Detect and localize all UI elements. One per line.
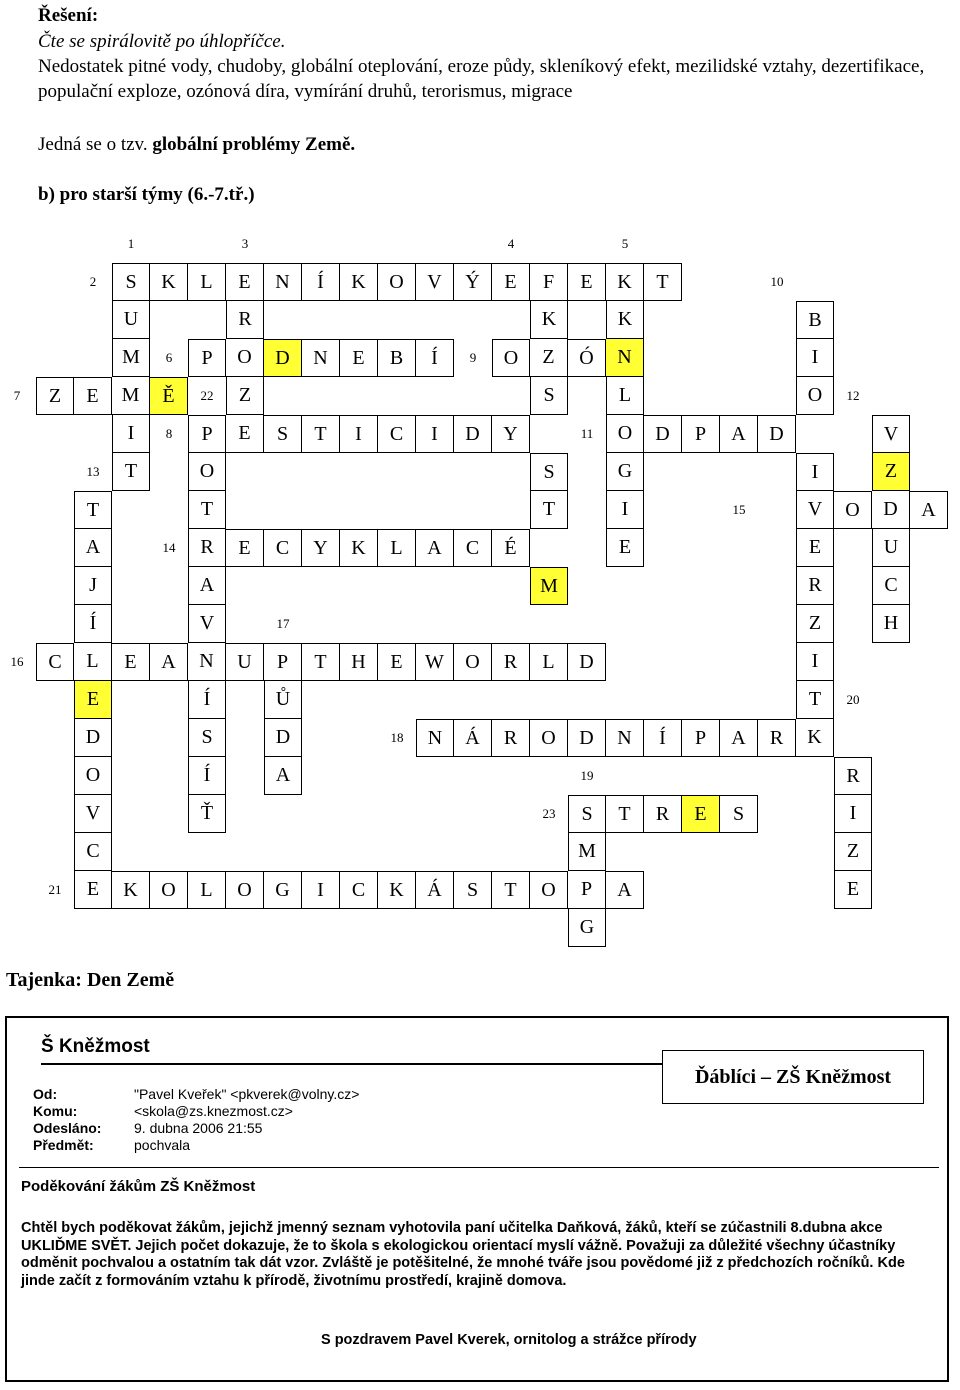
crossword-cell: S [112, 263, 150, 301]
crossword-cell: L [188, 263, 226, 301]
clue-number: 1 [127, 236, 135, 251]
crossword-cell: J [74, 567, 112, 605]
crossword-cell: I [112, 415, 150, 453]
crossword-cell: Z [530, 339, 568, 377]
crossword-cell: S [530, 377, 568, 415]
crossword-cell: Í [188, 681, 226, 719]
email-headers [33, 1086, 359, 1154]
crossword-cell: S [188, 719, 226, 757]
crossword-cell: U [112, 301, 150, 339]
crossword-cell: E [226, 529, 264, 567]
school-logo: Š Kněžmost [41, 1036, 150, 1057]
clue-number: 13 [86, 464, 100, 479]
crossword-cell: T [530, 491, 568, 529]
header-key: Odesláno: [33, 1120, 102, 1136]
crossword-cell: K [530, 301, 568, 339]
crossword-cell: T [644, 263, 682, 301]
crossword-cell: C [74, 833, 112, 871]
crossword-cell: E [834, 871, 872, 909]
secret-phrase: Tajenka: Den Země [6, 969, 175, 991]
crossword-cell: B [796, 301, 834, 339]
crossword-cell: E [796, 529, 834, 567]
crossword-cell: K [606, 263, 644, 301]
crossword-cell: S [264, 415, 302, 453]
crossword-cell: D [568, 643, 606, 681]
crossword-cell: T [74, 491, 112, 529]
header-value: 9. dubna 2006 21:55 [134, 1120, 263, 1136]
crossword-cell: O [226, 339, 264, 377]
crossword-cell: R [796, 567, 834, 605]
crossword-cell: V [188, 605, 226, 643]
crossword-cell: P [188, 415, 226, 453]
crossword-cell: O [530, 719, 568, 757]
summary-emphasis: globální problémy Země. [152, 134, 356, 155]
crossword-cell: A [606, 871, 644, 909]
crossword-cell: Ó [568, 339, 606, 377]
crossword-cell: G [264, 871, 302, 909]
crossword-cell: N [264, 263, 302, 301]
crossword-cell: D [264, 339, 302, 377]
crossword-cell: C [36, 643, 74, 681]
crossword-cell: S [568, 795, 606, 833]
crossword-cell: O [226, 871, 264, 909]
crossword-cell: D [264, 719, 302, 757]
clue-number: 11 [580, 426, 594, 441]
clue-number: 4 [507, 236, 515, 251]
summary-prefix: Jedná se o tzv. [38, 134, 153, 155]
clue-number: 12 [846, 388, 860, 403]
crossword-cell: L [530, 643, 568, 681]
header-key: Komu: [33, 1103, 78, 1119]
crossword-cell: I [340, 415, 378, 453]
crossword-cell: T [796, 681, 834, 719]
clue-number: 10 [770, 274, 784, 289]
crossword-cell: C [872, 567, 910, 605]
clue-number: 3 [241, 236, 249, 251]
header-key: Předmět: [33, 1137, 94, 1153]
subject-divider [19, 1167, 939, 1168]
crossword-cell: É [492, 529, 530, 567]
crossword-cell: N [302, 339, 340, 377]
crossword-cell: K [796, 719, 834, 757]
crossword-cell: I [796, 453, 834, 491]
crossword-cell: I [796, 339, 834, 377]
crossword-cell: E [492, 263, 530, 301]
crossword-cell: U [872, 529, 910, 567]
crossword-cell: R [758, 719, 796, 757]
crossword-cell: Ý [454, 263, 492, 301]
crossword-cell: K [112, 871, 150, 909]
clue-number: 18 [390, 730, 404, 745]
crossword-cell: W [416, 643, 454, 681]
clue-number: 8 [165, 426, 173, 441]
crossword-cell: C [340, 871, 378, 909]
crossword-cell: B [378, 339, 416, 377]
crossword-cell: I [302, 871, 340, 909]
crossword-cell: E [74, 681, 112, 719]
crossword-cell: E [378, 643, 416, 681]
crossword-cell: C [378, 415, 416, 453]
crossword-cell: O [378, 263, 416, 301]
crossword-cell: M [112, 339, 150, 377]
clue-number: 7 [13, 388, 21, 403]
crossword-cell: T [302, 415, 340, 453]
crossword-cell: I [416, 415, 454, 453]
crossword-cell: E [568, 263, 606, 301]
crossword-cell: V [416, 263, 454, 301]
team-caption: Ďáblíci – ZŠ Kněžmost [662, 1050, 924, 1104]
email-header-row [33, 1120, 359, 1137]
crossword-cell: D [454, 415, 492, 453]
crossword-cell: Z [796, 605, 834, 643]
header-key: Od: [33, 1086, 58, 1102]
crossword-cell: K [340, 263, 378, 301]
crossword-cell: I [834, 795, 872, 833]
crossword-cell: G [606, 453, 644, 491]
crossword-cell: A [720, 415, 758, 453]
crossword-cell: K [378, 871, 416, 909]
clue-number: 14 [162, 540, 176, 555]
crossword-cell: T [112, 453, 150, 491]
crossword-cell: O [492, 339, 530, 377]
crossword-cell: S [454, 871, 492, 909]
crossword-cell: Í [416, 339, 454, 377]
crossword-cell: Í [302, 263, 340, 301]
crossword-cell: E [682, 795, 720, 833]
crossword-cell: Z [834, 833, 872, 871]
crossword-cell: H [872, 605, 910, 643]
crossword-cell: V [74, 795, 112, 833]
crossword-cell: A [416, 529, 454, 567]
crossword-cell: Í [188, 757, 226, 795]
crossword-cell: M [568, 833, 606, 871]
crossword-cell: O [606, 415, 644, 453]
clue-number: 15 [732, 502, 746, 517]
crossword-cell: P [264, 643, 302, 681]
crossword-cell: Y [492, 415, 530, 453]
crossword-cell: E [226, 263, 264, 301]
crossword-cell: P [682, 719, 720, 757]
crossword-cell: P [568, 871, 606, 909]
crossword-cell: I [796, 643, 834, 681]
crossword-cell: L [188, 871, 226, 909]
crossword-cell: D [74, 719, 112, 757]
scanned-email-letter [5, 1016, 949, 1382]
crossword-cell: L [378, 529, 416, 567]
crossword-cell: O [150, 871, 188, 909]
crossword-cell: Z [36, 377, 74, 415]
crossword-cell: E [226, 415, 264, 453]
crossword-cell: S [720, 795, 758, 833]
crossword-cell: A [264, 757, 302, 795]
header-value: "Pavel Kveřek" <pkverek@volny.cz> [134, 1086, 360, 1102]
reading-instruction: Čte se spirálovitě po úhlopříčce. [38, 31, 286, 52]
section-heading: b) pro starší týmy (6.-7.tř.) [38, 184, 255, 205]
clue-number: 2 [89, 274, 97, 289]
crossword-cell: T [302, 643, 340, 681]
letter-body: Chtěl bych poděkovat žákům, jejichž jmenný seznam vyhotovila paní učitelka Daňková, žáků, kteří se zúčastnili 8.dubna akce UKLIĎME SVĚT. Jejich počet dokazuje, že to škola s ekologickou orientací myslí vážně. Považuji za důležité všechny účastníky odměnit pochvalou a ostatním tak dát vzor. Zvláště je potěšitelné, že mnohé tváře jsou povědomé již z předchozích ročníků. Kde jinde začít z formováním vztahu k přírodě, životnímu prostředí, krajině domova. [21, 1220, 905, 1289]
crossword-cell: O [530, 871, 568, 909]
crossword-cell: E [74, 871, 112, 909]
crossword-cell: M [112, 377, 150, 415]
clue-number: 22 [200, 388, 214, 403]
clue-number: 9 [469, 350, 477, 365]
crossword-cell: Á [454, 719, 492, 757]
crossword-cell: H [340, 643, 378, 681]
crossword-cell: N [606, 719, 644, 757]
crossword-cell: V [872, 415, 910, 453]
crossword-cell: E [340, 339, 378, 377]
crossword-cell: Ť [188, 795, 226, 833]
clue-number: 21 [48, 882, 62, 897]
crossword-cell: S [530, 453, 568, 491]
crossword-cell: R [834, 757, 872, 795]
crossword-cell: T [188, 491, 226, 529]
crossword-cell: C [264, 529, 302, 567]
crossword-cell: E [74, 377, 112, 415]
clue-number: 19 [580, 768, 594, 783]
crossword-cell: M [530, 567, 568, 605]
crossword-cell: D [758, 415, 796, 453]
crossword-cell: N [606, 339, 644, 377]
answers-paragraph: Nedostatek pitné vody, chudoby, globální oteplování, eroze půdy, skleníkový efekt, mezilidské vztahy, dezertifikace, populační exploze, ozónová díra, vymírání druhů, terorismus, migrace [38, 56, 925, 102]
crossword-cell: E [606, 529, 644, 567]
crossword-cell: F [530, 263, 568, 301]
crossword-cell: C [454, 529, 492, 567]
email-header-row [33, 1137, 359, 1154]
crossword-cell: L [74, 643, 112, 681]
crossword-cell: Ů [264, 681, 302, 719]
crossword-cell: Í [74, 605, 112, 643]
clue-number: 16 [10, 654, 24, 669]
crossword-cell: O [74, 757, 112, 795]
crossword-cell: A [150, 643, 188, 681]
crossword-cell: K [340, 529, 378, 567]
crossword-cell: O [188, 453, 226, 491]
crossword-cell: D [568, 719, 606, 757]
crossword-cell: E [112, 643, 150, 681]
email-header-row [33, 1103, 359, 1120]
clue-number: 20 [846, 692, 860, 707]
crossword-cell: Ě [150, 377, 188, 415]
crossword-cell: Z [226, 377, 264, 415]
crossword-cell: K [606, 301, 644, 339]
crossword-cell: I [606, 491, 644, 529]
crossword-cell: P [188, 339, 226, 377]
crossword-cell: T [606, 795, 644, 833]
crossword-cell: R [188, 529, 226, 567]
solution-heading: Řešení: [38, 5, 99, 26]
crossword-cell: D [872, 491, 910, 529]
letter-signature: S pozdravem Pavel Kverek, ornitolog a strážce přírody [321, 1332, 697, 1348]
crossword-cell: R [226, 301, 264, 339]
crossword-cell: D [644, 415, 682, 453]
crossword-cell: O [834, 491, 872, 529]
crossword-cell: U [226, 643, 264, 681]
clue-number: 17 [276, 616, 290, 631]
crossword-cell: A [74, 529, 112, 567]
crossword-cell: R [492, 719, 530, 757]
crossword-cell: T [492, 871, 530, 909]
crossword-cell: A [910, 491, 948, 529]
crossword-cell: G [568, 909, 606, 947]
crossword-cell: N [188, 643, 226, 681]
letter-subject: Poděkování žákům ZŠ Kněžmost [21, 1178, 256, 1195]
crossword-cell: N [416, 719, 454, 757]
crossword-cell: O [454, 643, 492, 681]
crossword-cell: A [188, 567, 226, 605]
header-value: <skola@zs.knezmost.cz> [134, 1103, 293, 1119]
crossword-cell: R [492, 643, 530, 681]
crossword-cell: K [150, 263, 188, 301]
clue-number: 6 [165, 350, 173, 365]
crossword-cell: P [682, 415, 720, 453]
email-header-row [33, 1086, 359, 1103]
crossword-cell: Y [302, 529, 340, 567]
crossword-cell: R [644, 795, 682, 833]
crossword-cell: O [796, 377, 834, 415]
crossword-cell: Z [872, 453, 910, 491]
crossword-cell: L [606, 377, 644, 415]
crossword-cell: V [796, 491, 834, 529]
crossword-cell: A [720, 719, 758, 757]
clue-number: 23 [542, 806, 556, 821]
header-value: pochvala [134, 1137, 191, 1153]
crossword-cell: Á [416, 871, 454, 909]
clue-number: 5 [621, 236, 629, 251]
crossword-cell: Í [644, 719, 682, 757]
